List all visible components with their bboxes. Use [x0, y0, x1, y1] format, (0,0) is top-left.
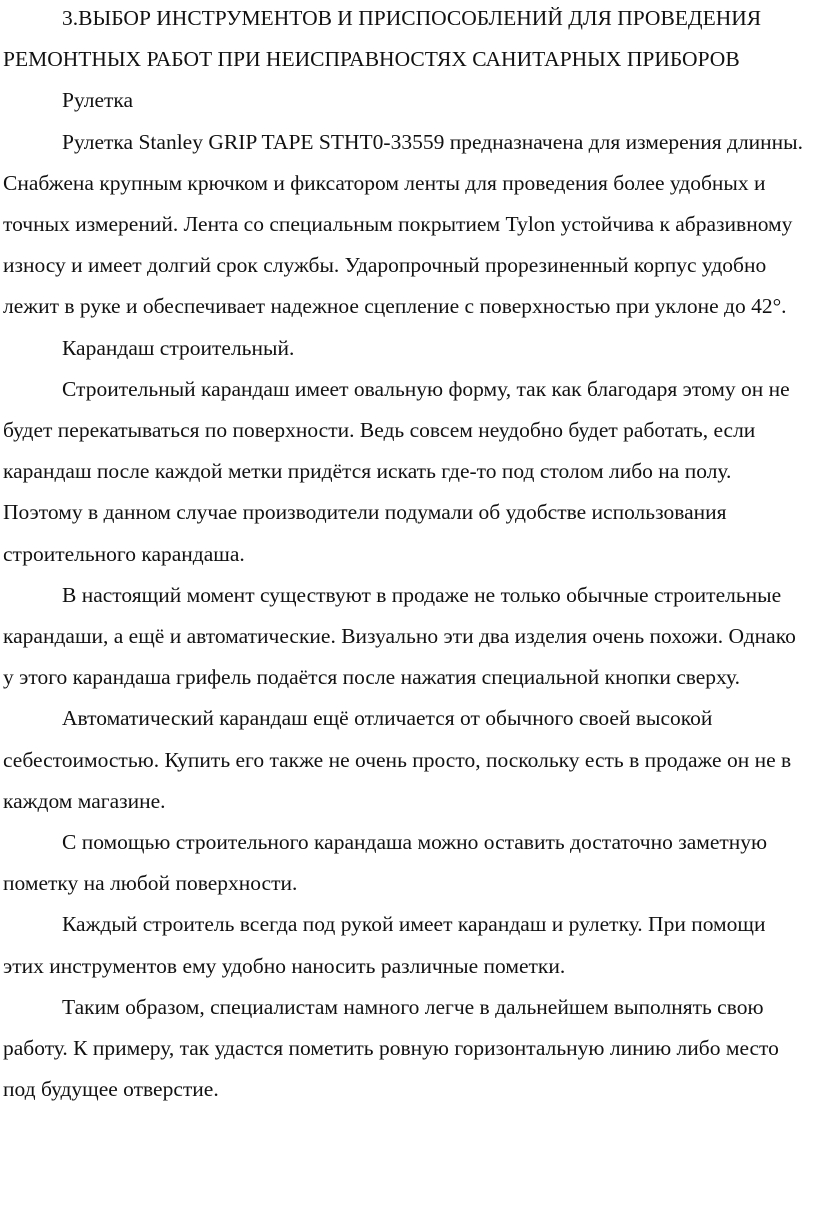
paragraph-builder-tools: Каждый строитель всегда под рукой имеет карандаш и рулетку. При помощи этих инструментов ему удобно наносить различные пометки.: [3, 912, 766, 978]
paragraph-tape-measure-description: Рулетка Stanley GRIP TAPE STHT0-33559 предназначена для измерения длинны. Снабжена крупным крючком и фиксатором ленты для проведения более удобных и точных измерений. Лента со специальным покрытием Tylon устойчива к абразивному износу и имеет долгий срок службы. Ударопрочный прорезиненный корпус удобно лежит в руке и обеспечивает надежное сцепление с поверхностью при уклоне до 42°.: [3, 129, 804, 319]
subheading-construction-pencil: Карандаш строительный.: [62, 335, 295, 360]
paragraph-pencil-marking: С помощью строительного карандаша можно оставить достаточно заметную пометку на любой поверхности.: [3, 830, 768, 896]
paragraph-conclusion: Таким образом, специалистам намного легче в дальнейшем выполнять свою работу. К примеру, так удастся пометить ровную горизонтальную линию либо место под будущее отверстие.: [3, 994, 779, 1102]
paragraph-automatic-pencils: В настоящий момент существуют в продаже не только обычные строительные карандаши, а ещё и автоматические. Визуально эти два изделия очень похожи. Однако у этого карандаша грифель подаётся после нажатия специальной кнопки сверху.: [3, 582, 796, 690]
subheading-tape-measure: Рулетка: [62, 88, 134, 113]
paragraph-automatic-pencil-cost: Автоматический карандаш ещё отличается от обычного своей высокой себестоимостью. Купить его также не очень просто, поскольку есть в продаже он не в каждом магазине.: [3, 706, 792, 813]
section-heading: 3.ВЫБОР ИНСТРУМЕНТОВ И ПРИСПОСОБЛЕНИЙ ДЛЯ ПРОВЕДЕНИЯ РЕМОНТНЫХ РАБОТ ПРИ НЕИСПРАВНОСТЯХ САНИТАРНЫХ ПРИБОРОВ: [3, 6, 762, 72]
paragraph-pencil-shape: Строительный карандаш имеет овальную форму, так как благодаря этому он не будет перекатываться по поверхности. Ведь совсем неудобно будет работать, если карандаш после каждой метки придётся искать где-то под столом либо на полу. Поэтому в данном случае производители подумали об удобстве использования строительного карандаша.: [3, 376, 790, 566]
